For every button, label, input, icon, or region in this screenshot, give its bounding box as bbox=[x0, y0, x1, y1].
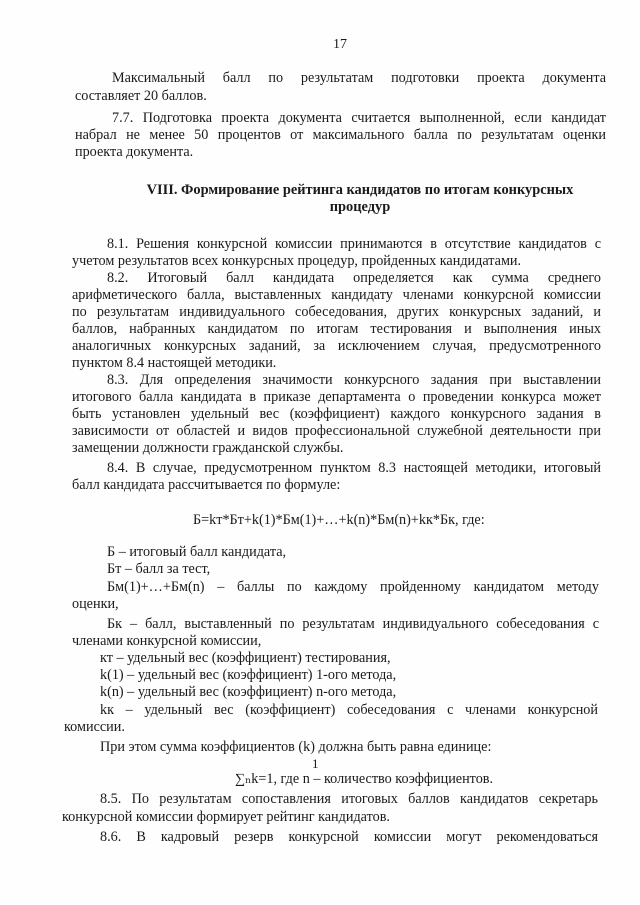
text-line: k(1) – удельный вес (коэффициент) 1-ого метода, bbox=[100, 667, 397, 683]
text-line: комиссии. bbox=[64, 719, 125, 735]
text-line: составляет 20 баллов. bbox=[75, 88, 207, 104]
text-line: Максимальный балл по результатам подготовки проекта документа bbox=[112, 70, 606, 86]
text-line: Б – итоговый балл кандидата, bbox=[107, 544, 287, 560]
text-line: кт – удельный вес (коэффициент) тестирования, bbox=[100, 650, 391, 666]
text-line: 8.4. В случае, предусмотренном пунктом 8.3 настоящей методики, итоговый bbox=[107, 460, 601, 476]
text-line: kк – удельный вес (коэффициент) собеседования с членами конкурсной bbox=[100, 702, 598, 718]
text-line: оценки, bbox=[72, 596, 119, 612]
text-line: учетом результатов всех конкурсных процедур, пройденных кандидатами. bbox=[72, 253, 522, 269]
text-line: При этом сумма коэффициентов (k) должна быть равна единице: bbox=[100, 739, 492, 755]
text-line: 8.1. Решения конкурсной комиссии принимаются в отсутствие кандидатов с bbox=[107, 236, 601, 252]
text-line: проекта документа. bbox=[75, 144, 194, 160]
text-line: арифметического балла, выставленных кандидату членами конкурсной комиссии bbox=[72, 287, 601, 303]
text-line: набрал не менее 50 процентов от максимального балла по результатам оценки bbox=[75, 127, 606, 143]
text-line: 7.7. Подготовка проекта документа считается выполненной, если кандидат bbox=[112, 110, 606, 126]
page-number: 17 bbox=[333, 37, 347, 52]
text-line: 8.6. В кадровый резерв конкурсной комиссии могут рекомендоваться bbox=[100, 829, 598, 845]
text-line: конкурсной комиссии формирует рейтинг кандидатов. bbox=[62, 809, 390, 825]
text-line: k(n) – удельный вес (коэффициент) n-ого метода, bbox=[100, 684, 397, 700]
text-line: зависимости от областей и видов профессиональной служебной деятельности при bbox=[72, 423, 601, 439]
formula: Б=kт*Бт+k(1)*Бм(1)+…+k(n)*Бм(n)+kк*Бк, где: bbox=[193, 512, 485, 528]
text-line: балл кандидата рассчитывается по формуле: bbox=[72, 477, 341, 493]
text-line: баллов, набранных кандидатом по итогам тестирования и выполнения иных bbox=[72, 321, 601, 337]
text-line: 8.2. Итоговый балл кандидата определяется как сумма среднего bbox=[107, 270, 601, 286]
text-line: Бт – балл за тест, bbox=[107, 561, 211, 577]
sum-upper-limit: 1 bbox=[312, 756, 319, 771]
text-line: 8.3. Для определения значимости конкурсного задания при выставлении bbox=[107, 372, 601, 388]
sum-formula: ∑ₙk=1, где n – количество коэффициентов. bbox=[235, 771, 494, 787]
text-line: Бк – балл, выставленный по результатам индивидуального собеседования с bbox=[107, 616, 599, 632]
text-line: Бм(1)+…+Бм(n) – баллы по каждому пройденному кандидатом методу bbox=[107, 579, 599, 595]
text-line: пунктом 8.4 настоящей методики. bbox=[72, 355, 277, 371]
text-line: аналогичных конкурсных заданий, за исключением случая, предусмотренного bbox=[72, 338, 601, 354]
section-heading: процедур bbox=[329, 199, 391, 215]
text-line: членами конкурсной комиссии, bbox=[72, 633, 262, 649]
text-line: быть установлен удельный вес (коэффициент) каждого конкурсного задания в bbox=[72, 406, 601, 422]
text-line: замещении должности гражданской службы. bbox=[72, 440, 344, 456]
text-line: 8.5. По результатам сопоставления итоговых баллов кандидатов секретарь bbox=[100, 791, 598, 807]
text-line: по результатам индивидуального собеседования, других конкурсных заданий, и bbox=[72, 304, 601, 320]
text-line: итогового балла кандидата в приказе департамента о проведении конкурса может bbox=[72, 389, 601, 405]
section-heading: VIII. Формирование рейтинга кандидатов по итогам конкурсных bbox=[146, 182, 574, 198]
